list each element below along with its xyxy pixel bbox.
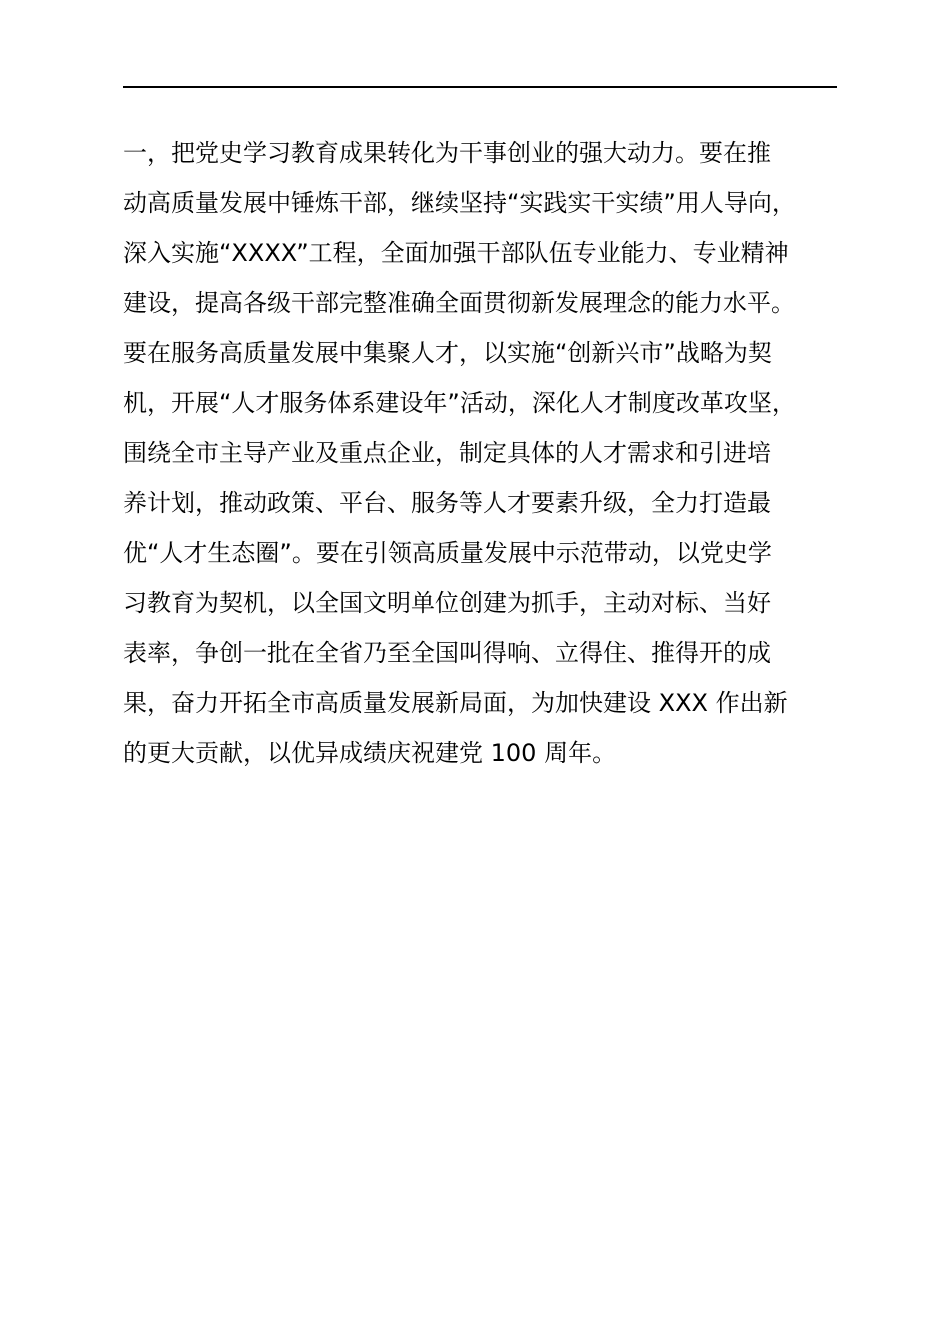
paragraph-line-3: 深入实施“XXXX”工程，全面加强干部队伍专业能力、专业精神 [123, 239, 789, 267]
paragraph-line-9: 优“人才生态圈”。要在引领高质量发展中示范带动，以党史学 [123, 539, 772, 567]
paragraph-line-1: 一，把党史学习教育成果转化为干事创业的强大动力。要在推 [123, 139, 771, 167]
paragraph-line-10: 习教育为契机，以全国文明单位创建为抓手，主动对标、当好 [123, 589, 771, 617]
body-paragraph [123, 128, 863, 778]
paragraph-line-6: 机，开展“人才服务体系建设年”活动，深化人才制度改革攻坚， [123, 389, 796, 417]
paragraph-line-4: 建设，提高各级干部完整准确全面贯彻新发展理念的能力水平。 [123, 289, 795, 317]
paragraph-line-13: 的更大贡献，以优异成绩庆祝建党 100 周年。 [123, 739, 617, 767]
paragraph-line-2: 动高质量发展中锤炼干部，继续坚持“实践实干实绩”用人导向， [123, 189, 796, 217]
paragraph-line-5: 要在服务高质量发展中集聚人才，以实施“创新兴市”战略为契 [123, 339, 772, 367]
paragraph-line-8: 养计划，推动政策、平台、服务等人才要素升级，全力打造最 [123, 489, 771, 517]
paragraph-line-11: 表率，争创一批在全省乃至全国叫得响、立得住、推得开的成 [123, 639, 771, 667]
header-rule [123, 86, 837, 88]
paragraph-line-12: 果，奋力开拓全市高质量发展新局面，为加快建设 XXX 作出新 [123, 689, 788, 717]
paragraph-line-7: 围绕全市主导产业及重点企业，制定具体的人才需求和引进培 [123, 439, 771, 467]
